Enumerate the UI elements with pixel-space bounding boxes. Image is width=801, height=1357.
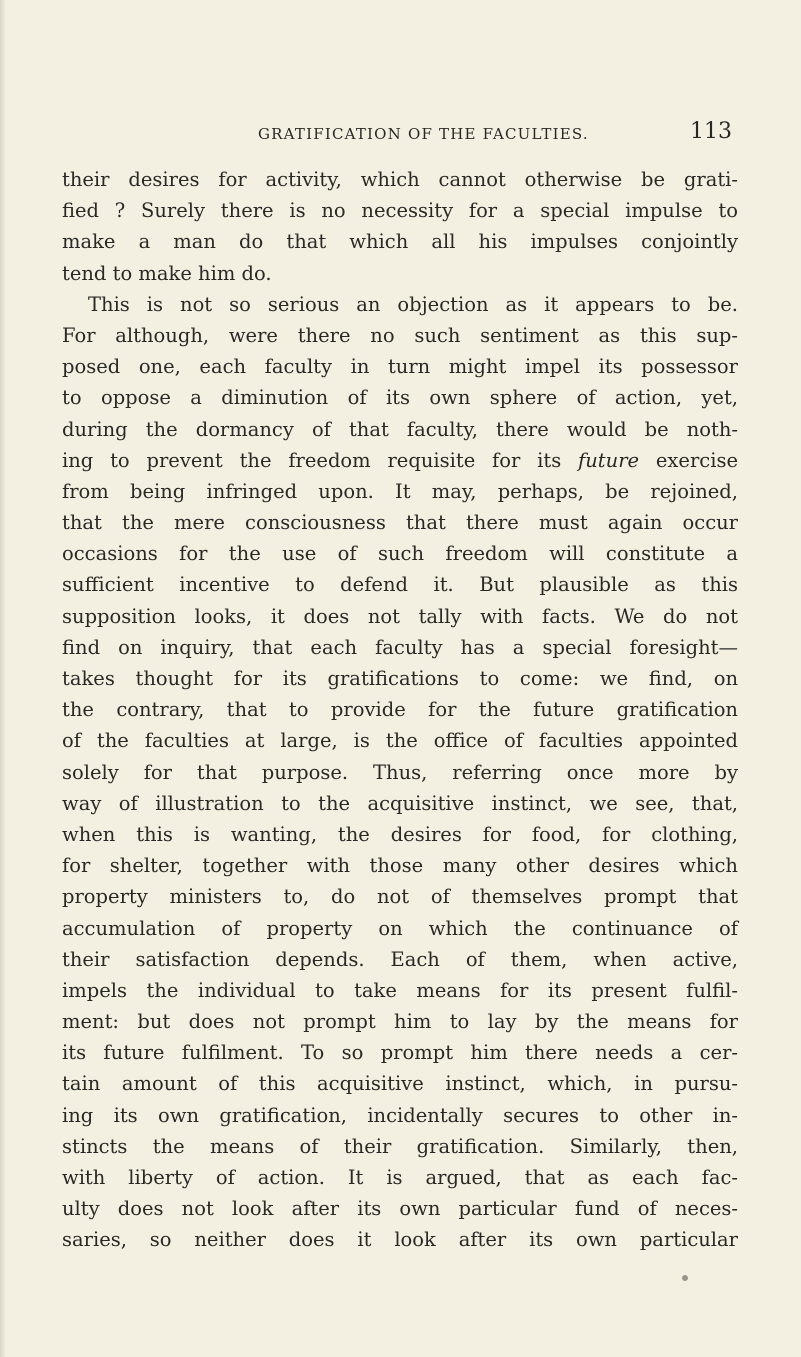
text-line: This is not so serious an objection as it appears to be. [88,292,738,316]
text-line: to oppose a diminution of its own sphere of action, yet, [62,386,738,410]
text-line: with liberty of action. It is argued, that as each fac- [62,1166,738,1189]
text-line: when this is wanting, the desires for food, for clothing, [62,822,738,846]
text-line: ing its own gratification, incidentally secures to other in- [62,1103,738,1127]
text-line: for shelter, together with those many other desires which [62,854,738,878]
text-line: supposition looks, it does not tally with facts. We do not [62,604,738,628]
text-segment: ing to prevent the freedom requisite for its [62,448,579,472]
text-line: solely for that purpose. Thus, referring once more by [62,760,738,784]
text-line: tend to make him do. [62,261,272,285]
text-line: during the dormancy of that faculty, there would be noth- [62,417,738,441]
running-title: GRATIFICATION OF THE FACULTIES. [258,125,589,143]
text-line-with-italic [62,445,738,476]
text-line: fied ? Surely there is no necessity for a special impulse to [62,199,738,223]
text-line: find on inquiry, that each faculty has a special foresight— [62,635,738,659]
text-line: ulty does not look after its own particular fund of neces- [62,1197,738,1221]
text-line: sufficient incentive to defend it. But plausible as this [62,573,738,597]
running-head [0,119,801,149]
page-edge-shadow [0,0,6,1357]
text-line: posed one, each faculty in turn might impel its possessor [62,355,738,379]
text-line: that the mere consciousness that there must again occur [62,511,738,535]
text-line: tain amount of this acquisitive instinct, which, in pursu- [62,1072,738,1096]
text-line: takes thought for its gratifications to come: we find, on [62,667,738,690]
text-line: the contrary, that to provide for the future gratification [62,698,738,722]
text-line: stincts the means of their gratification. Similarly, then, [62,1134,738,1158]
text-line: make a man do that which all his impulses conjointly [62,230,738,254]
text-line: its future fulfilment. To so prompt him there needs a cer- [62,1041,738,1065]
text-line: of the faculties at large, is the office of faculties appointed [62,729,738,753]
text-line: accumulation of property on which the continuance of [62,916,738,940]
text-line: property ministers to, do not of themselves prompt that [62,885,738,909]
page-number: 113 [690,119,732,144]
text-segment: exercise [639,448,738,472]
text-line: their satisfaction depends. Each of them, when active, [62,947,738,971]
text-line: ment: but does not prompt him to lay by the means for [62,1010,738,1034]
text-line: impels the individual to take means for its present fulfil- [62,978,738,1002]
ink-speck [682,1275,688,1281]
text-line: way of illustration to the acquisitive instinct, we see, that, [62,791,738,815]
text-line: saries, so neither does it look after its own particular [62,1228,738,1252]
text-line: For although, were there no such sentiment as this sup- [62,323,738,347]
text-line: their desires for activity, which cannot otherwise be grati- [62,168,738,191]
text-line: occasions for the use of such freedom will constitute a [62,542,738,566]
body-text [62,164,738,1256]
italic-word: future [578,448,640,472]
text-line: from being infringed upon. It may, perhaps, be rejoined, [62,479,738,503]
